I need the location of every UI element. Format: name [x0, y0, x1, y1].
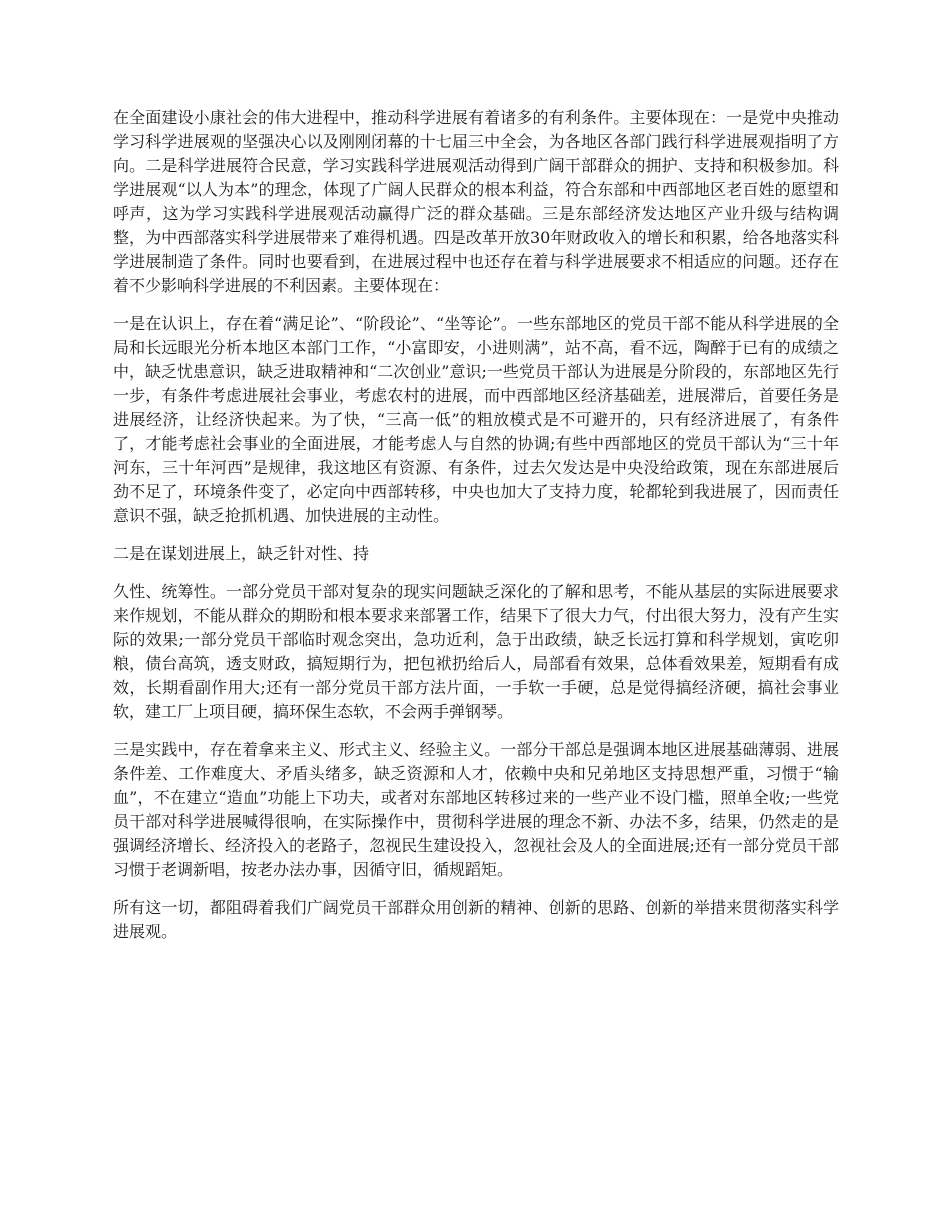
paragraph-point-one: 一是在认识上，存在着“满足论”、“阶段论”、“坐等论”。一些东部地区的党员干部不能从科学进展的全局和长远眼光分析本地区本部门工作，“小富即安，小进则满”，站不高，看不远，陶醉于已有的成绩之中，缺乏忧患意识，缺乏进取精神和“二次创业”意识;一些党员干部认为进展是分阶段的，东部地区先行一步，有条件考虑进展社会事业，考虑农村的进展，而中西部地区经济基础差，进展滞后，首要任务是进展经济，让经济快起来。为了快，“三高一低”的粗放模式是不可避开的，只有经济进展了，有条件了，才能考虑社会事业的全面进展，才能考虑人与自然的协调;有些中西部地区的党员干部认为“三十年河东，三十年河西”是规律，我这地区有资源、有条件，过去欠发达是中央没给政策，现在东部进展后劲不足了，环境条件变了，必定向中西部转移，中央也加大了支持力度，轮都轮到我进展了，因而责任意识不强，缺乏抢抓机遇、加快进展的主动性。: [113, 314, 839, 525]
paragraph-point-two-body: 久性、统筹性。一部分党员干部对复杂的现实问题缺乏深化的了解和思考，不能从基层的实际进展要求来作规划，不能从群众的期盼和根本要求来部署工作，结果下了很大力气，付出很大努力，没有产生实际的效果;一部分党员干部临时观念突出，急功近利，急于出政绩，缺乏长远打算和科学规划，寅吃卯粮，债台高筑，透支财政，搞短期行为，把包袱扔给后人，局部看有效果，总体看效果差，短期看有成效，长期看副作用大;还有一部分党员干部方法片面，一手软一手硬，总是觉得搞经济硬，搞社会事业软，建工厂上项目硬，搞环保生态软，不会两手弹钢琴。: [113, 582, 839, 721]
paragraph-point-three: 三是实践中，存在着拿来主义、形式主义、经验主义。一部分干部总是强调本地区进展基础薄弱、进展条件差、工作难度大、矛盾头绪多，缺乏资源和人才，依赖中央和兄弟地区支持思想严重，习惯于“输血”，不在建立“造血”功能上下功夫，或者对东部地区转移过来的一些产业不设门槛，照单全收;一些党员干部对科学进展喊得很响，在实际操作中，贯彻科学进展的理念不新、办法不多，结果，仍然走的是强调经济增长、经济投入的老路子，忽视民生建设投入，忽视社会及人的全面进展;还有一部分党员干部习惯于老调新唱，按老办法办事，因循守旧，循规蹈矩。: [113, 740, 839, 879]
paragraph-conclusion: 所有这一切，都阻碍着我们广阔党员干部群众用创新的精神、创新的思路、创新的举措来贯彻落实科学进展观。: [113, 898, 839, 941]
paragraph-point-two-heading: 二是在谋划进展上，缺乏针对性、持: [113, 544, 370, 563]
paragraph-intro: 在全面建设小康社会的伟大进程中，推动科学进展有着诸多的有利条件。主要体现在：一是党中央推动学习科学进展观的坚强决心以及刚刚闭幕的十七届三中全会，为各地区各部门践行科学进展观指明了方向。二是科学进展符合民意，学习实践科学进展观活动得到广阔干部群众的拥护、支持和积极参加。科学进展观“以人为本”的理念，体现了广阔人民群众的根本利益，符合东部和中西部地区老百姓的愿望和呼声，这为学习实践科学进展观活动赢得广泛的群众基础。三是东部经济发达地区产业升级与结构调整，为中西部落实科学进展带来了难得机遇。四是改革开放30年财政收入的增长和积累，给各地落实科学进展制造了条件。同时也要看到，在进展过程中也还存在着与科学进展要求不相适应的问题。还存在着不少影响科学进展的不利因素。主要体现在：: [113, 108, 839, 295]
document-page: [113, 106, 839, 958]
